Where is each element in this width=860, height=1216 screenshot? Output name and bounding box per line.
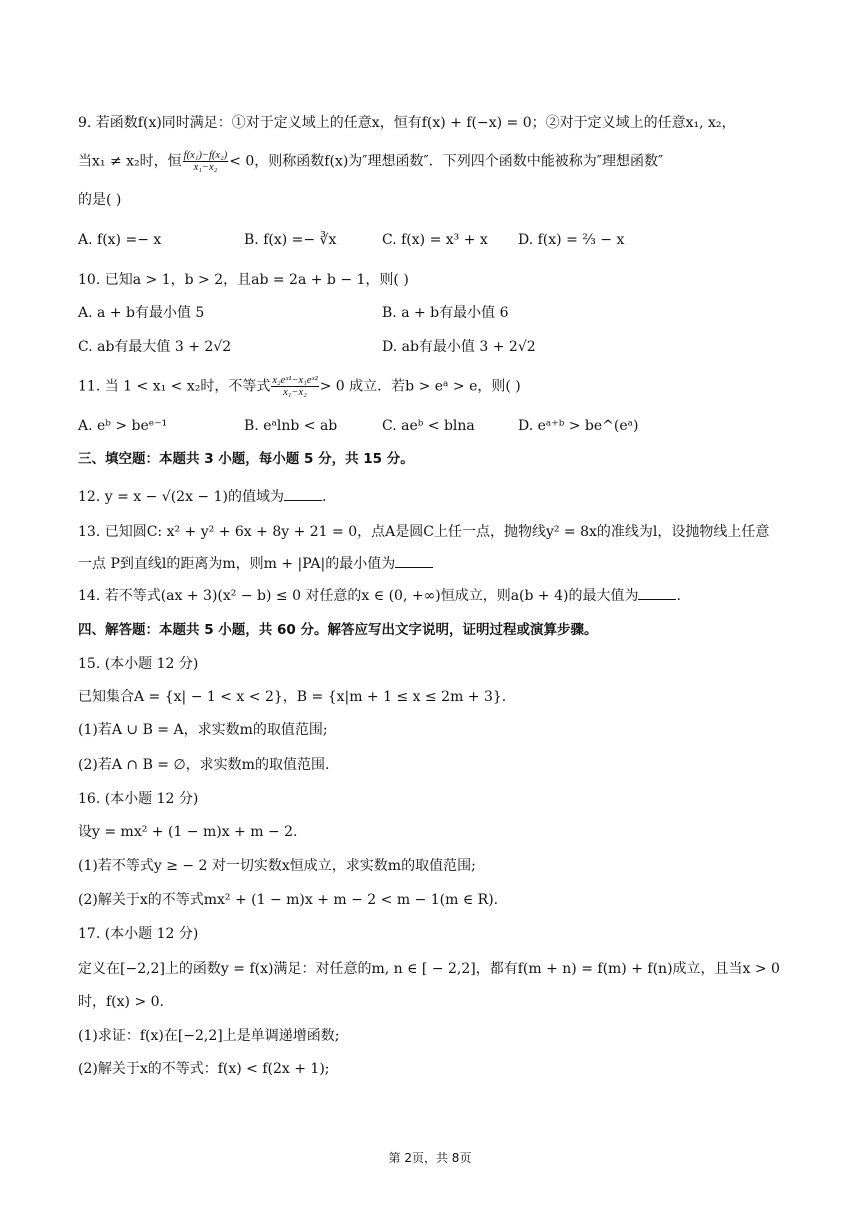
q13-answer-blank[interactable] xyxy=(395,553,433,568)
q13-text: 一点 P到直线l的距离为m，则m + |PA|的最小值为 xyxy=(78,556,396,572)
section-4-heading: 四、解答题：本题共 5 小题，共 60 分。解答应写出文字说明，证明过程或演算步骤。 xyxy=(78,622,598,638)
q11-option-a: A. eᵇ > beᵉ⁻¹ xyxy=(78,418,168,434)
q11-line-1-tail: > 0 成立．若b > eᵃ > e，则( ) xyxy=(319,378,521,395)
q16-line-1: 设y = mx² + (1 − m)x + m − 2. xyxy=(78,824,298,840)
q14-tail: . xyxy=(676,588,681,604)
q15-line-3: (2)若A ∩ B = ∅，求实数m的取值范围. xyxy=(78,757,330,773)
q13-line-2 xyxy=(78,553,433,574)
q11-line-1 xyxy=(78,375,521,398)
q17-line-1: 定义在[−2,2]上的函数y = f(x)满足：对任意的m, n ∈ [ − 2,2]，都有f(m + n) = f(m) + f(n)成立，且当x > 0 xyxy=(78,961,780,977)
q14-text: 14. 若不等式(ax + 3)(x² − b) ≤ 0 对任意的x ∈ (0, +∞)恒成立，则a(b + 4)的最大值为 xyxy=(78,588,639,604)
q10-option-d: D. ab有最小值 3 + 2√2 xyxy=(382,339,536,355)
q16-line-2: (1)若不等式y ≥ − 2 对一切实数x恒成立，求实数m的取值范围; xyxy=(78,858,476,874)
q9-option-a: A. f(x) =− x xyxy=(78,232,162,248)
q9-frac-den: x₁−x₂ xyxy=(193,162,218,173)
q17-line-3: (1)求证：f(x)在[−2,2]上是单调递增函数; xyxy=(78,1028,340,1044)
q11-option-b: B. eᵃlnb < ab xyxy=(244,418,338,434)
q12-line xyxy=(78,486,326,507)
q9-option-c: C. f(x) = x³ + x xyxy=(382,232,488,248)
q11-line-1-lead: 11. 当 1 < x₁ < x₂时，不等式 xyxy=(78,378,271,395)
q14-line xyxy=(78,585,681,606)
q10-option-a: A. a + b有最小值 5 xyxy=(78,305,205,321)
q10-option-c: C. ab有最大值 3 + 2√2 xyxy=(78,339,232,355)
page-footer: 第 2页，共 8页 xyxy=(388,1151,472,1165)
q10-option-b: B. a + b有最小值 6 xyxy=(382,305,509,321)
q14-answer-blank[interactable] xyxy=(638,585,676,600)
q13-line-1: 13. 已知圆C: x² + y² + 6x + 8y + 21 = 0，点A是圆C上任一点，抛物线y² = 8x的准线为l，设抛物线上任意 xyxy=(78,524,770,540)
q9-frac-num: f(x₁)−f(x₂) xyxy=(183,150,228,161)
q9-line-2 xyxy=(78,150,663,173)
q11-frac-num: x₂eˣ¹−x₁eˣ² xyxy=(272,375,318,386)
q9-option-d: D. f(x) = ⅔ − x xyxy=(518,232,625,248)
section-3-heading: 三、填空题：本题共 3 小题，每小题 5 分，共 15 分。 xyxy=(78,451,414,467)
q12-answer-blank[interactable] xyxy=(284,486,322,501)
q11-option-d: D. eᵃ⁺ᵇ > be^(eᵃ) xyxy=(518,418,639,434)
q15-line-2: (1)若A ∪ B = A，求实数m的取值范围; xyxy=(78,722,328,738)
q15-line-1: 已知集合A = {x| − 1 < x < 2}，B = {x|m + 1 ≤ x ≤ 2m + 3}. xyxy=(78,689,507,705)
q15-heading: 15. (本小题 12 分) xyxy=(78,656,199,672)
q9-option-b: B. f(x) =− ∛x xyxy=(244,232,337,248)
q16-line-3: (2)解关于x的不等式mx² + (1 − m)x + m − 2 < m − 1(m ∈ R). xyxy=(78,892,499,908)
q11-fraction xyxy=(271,375,318,398)
q9-line-2-tail: < 0，则称函数f(x)为″理想函数″．下列四个函数中能被称为″理想函数″ xyxy=(229,153,664,170)
q9-line-3: 的是( ) xyxy=(78,192,122,208)
q17-line-2: 时，f(x) > 0. xyxy=(78,994,164,1010)
q11-frac-den: x₁−x₂ xyxy=(283,387,307,398)
q10-line-1: 10. 已知a > 1，b > 2，且ab = 2a + b − 1，则( ) xyxy=(78,272,409,288)
q17-heading: 17. (本小题 12 分) xyxy=(78,926,199,942)
q9-line-2-lead: 当x₁ ≠ x₂时，恒 xyxy=(78,153,182,170)
q17-line-4: (2)解关于x的不等式：f(x) < f(2x + 1); xyxy=(78,1061,330,1077)
q12-tail: . xyxy=(321,489,327,505)
q16-heading: 16. (本小题 12 分) xyxy=(78,791,199,807)
q9-line-1: 9. 若函数f(x)同时满足：①对于定义域上的任意x，恒有f(x) + f(−x) = 0；②对于定义域上的任意x₁, x₂， xyxy=(78,115,736,131)
q9-fraction xyxy=(183,150,229,173)
q11-option-c: C. aeᵇ < blna xyxy=(382,418,475,434)
q12-text: 12. y = x − √(2x − 1)的值域为 xyxy=(78,489,284,505)
